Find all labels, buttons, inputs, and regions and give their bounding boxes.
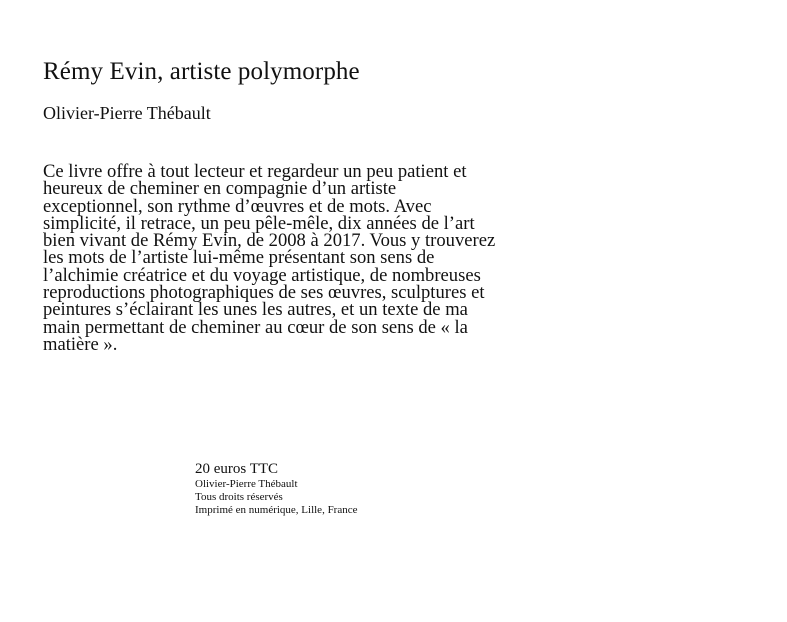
rights-notice: Tous droits réservés — [195, 491, 283, 503]
printing-notice: Imprimé en numérique, Lille, France — [195, 504, 358, 516]
description-line: les mots de l’artiste lui-même présentant son sens de — [43, 247, 435, 269]
description-line: exceptionnel, son rythme d’œuvres et de mots. Avec — [43, 195, 432, 217]
publisher-name: Olivier-Pierre Thébault — [195, 478, 298, 490]
description-line: heureux de cheminer en compagnie d’un artiste — [43, 178, 397, 200]
description-line: l’alchimie créatrice et du voyage artistique, de nombreuses — [43, 264, 481, 286]
colophon — [195, 461, 358, 517]
book-title: Rémy Evin, artiste polymorphe — [43, 58, 360, 85]
description-line: simplicité, il retrace, un peu pêle-mêle, dix années de l’art — [43, 212, 475, 234]
description-line: bien vivant de Rémy Evin, de 2008 à 2017. Vous y trouverez — [43, 230, 496, 252]
description-line: Ce livre offre à tout lecteur et regardeur un peu patient et — [43, 161, 467, 182]
price: 20 euros TTC — [195, 461, 279, 477]
author-name: Olivier-Pierre Thébault — [43, 103, 211, 123]
description-line: peintures s’éclairant les unes les autres, et un texte de ma — [43, 299, 468, 321]
description-line: main permettant de cheminer au cœur de son sens de « la — [43, 316, 468, 338]
description-line: reproductions photographiques de ses œuvres, sculptures et — [43, 282, 485, 304]
description-line: matière ». — [43, 333, 118, 355]
book-description — [43, 163, 603, 353]
